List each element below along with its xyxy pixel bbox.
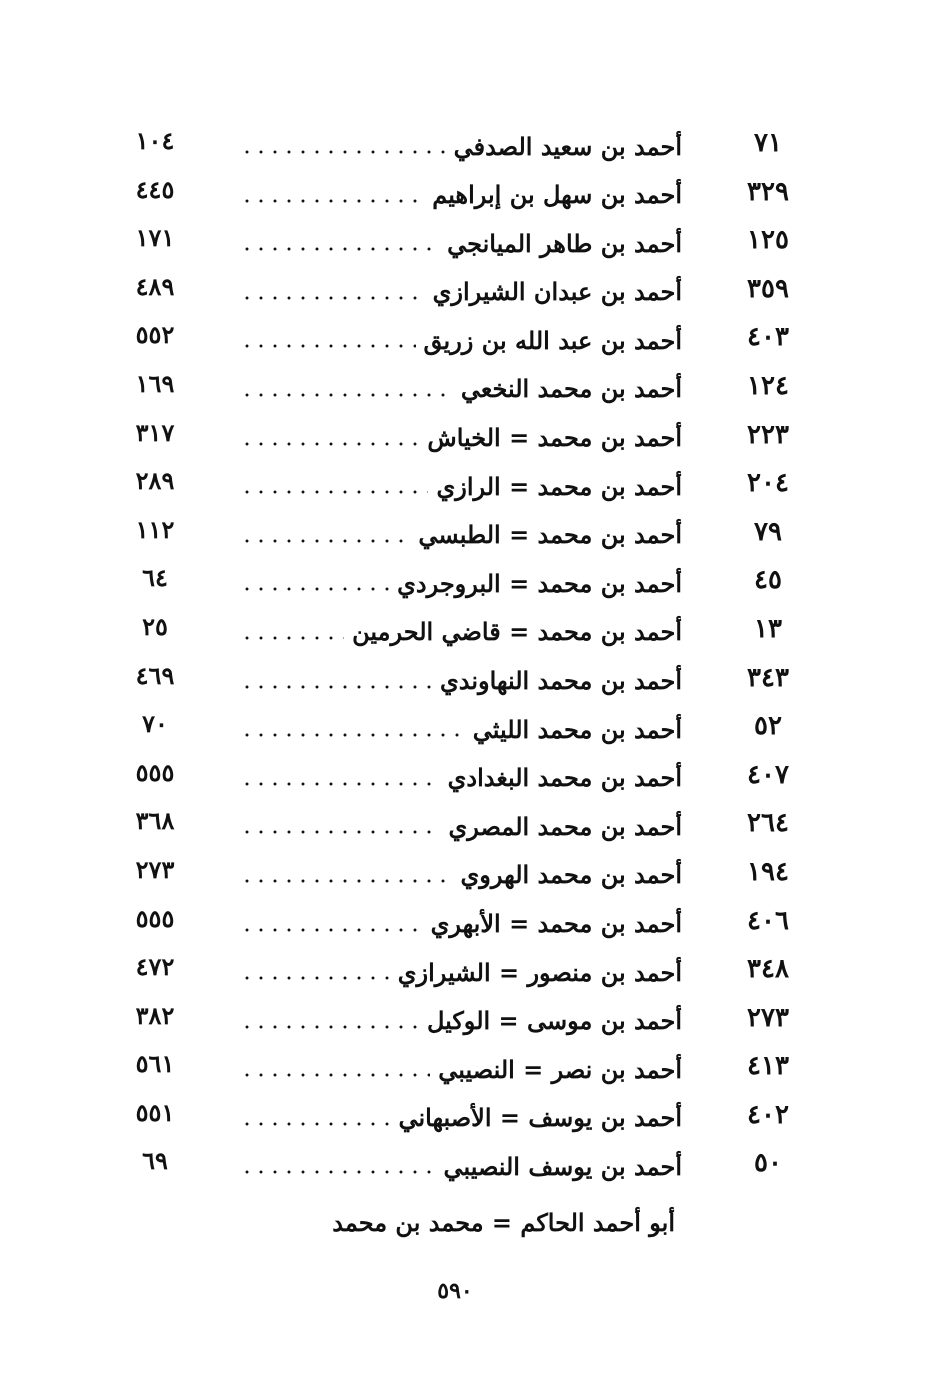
entry-number: ٤٥ [754, 565, 782, 596]
entry-number: ٤٠٣ [747, 322, 789, 353]
dot-leader [240, 685, 432, 689]
index-row [110, 219, 810, 268]
page-reference: ٢٨٩ [135, 466, 175, 496]
dot-leader [240, 1122, 390, 1126]
index-row [110, 900, 810, 949]
entry-number: ٣٤٣ [747, 662, 789, 693]
entry-number: ٤٠٧ [747, 759, 789, 790]
entry-line [240, 371, 682, 407]
index-row [110, 365, 810, 414]
page-reference: ٥٥١ [135, 1097, 175, 1127]
page-number: ٥٩٠ [437, 1278, 473, 1304]
entry-line [240, 1148, 682, 1184]
entry-number: ٢٠٤ [747, 468, 789, 499]
entry-number: ٣٤٨ [747, 954, 789, 985]
entry-line [240, 614, 682, 650]
entry-name: أحمد بن موسى = الوكيل [426, 1006, 682, 1036]
page-reference: ٥٦١ [135, 1049, 175, 1079]
entry-name: أحمد بن عبدان الشيرازي [432, 277, 682, 307]
entry-name: أحمد بن يوسف = الأصبهاني [398, 1103, 682, 1133]
index-row [110, 268, 810, 317]
entry-line [240, 128, 682, 164]
entry-line [240, 857, 682, 893]
page-reference: ٢٧٣ [135, 854, 175, 884]
entry-name: أحمد بن منصور = الشيرازي [397, 957, 682, 987]
entry-line [240, 322, 682, 358]
page-reference: ٦٤ [142, 563, 168, 593]
entry-line [240, 808, 682, 844]
entry-number: ٢٦٤ [747, 808, 789, 839]
index-list [110, 122, 810, 1191]
entry-line [240, 177, 682, 213]
index-row [110, 997, 810, 1046]
dot-leader [240, 1170, 435, 1174]
entry-line [240, 1003, 682, 1039]
index-row [110, 851, 810, 900]
dot-leader [240, 636, 344, 640]
page-reference: ٥٥٢ [135, 320, 175, 350]
page-reference: ٤٤٥ [135, 174, 175, 204]
entry-number: ٣٢٩ [747, 176, 789, 207]
index-row [110, 705, 810, 754]
index-row [110, 462, 810, 511]
index-row [110, 657, 810, 706]
index-row [110, 511, 810, 560]
dot-leader [240, 442, 419, 446]
entry-number: ١٢٤ [747, 370, 789, 401]
index-row [110, 608, 810, 657]
entry-name: أحمد بن يوسف النصيبي [443, 1151, 682, 1181]
dot-leader [240, 539, 410, 543]
page-reference: ٤٧٢ [135, 952, 175, 982]
entry-name: أحمد بن محمد = قاضي الحرمين [352, 617, 682, 647]
entry-number: ٢٢٣ [747, 419, 789, 450]
dot-leader [240, 490, 428, 494]
entry-line [240, 565, 682, 601]
entry-name: أحمد بن عبد الله بن زريق [423, 325, 682, 355]
index-row [110, 171, 810, 220]
index-row [110, 559, 810, 608]
entry-number: ٤١٣ [747, 1051, 789, 1082]
entry-line [240, 225, 682, 261]
entry-line [240, 906, 682, 942]
index-row [110, 316, 810, 365]
page-reference: ٣٦٨ [135, 806, 175, 836]
entry-name: أحمد بن محمد النهاوندي [439, 666, 682, 696]
entry-number: ٥٠ [754, 1148, 782, 1179]
entry-name: أحمد بن نصر = النصيبي [438, 1054, 682, 1084]
dot-leader [240, 830, 440, 834]
entry-name: أحمد بن محمد المصري [448, 811, 682, 841]
entry-number: ٤٠٢ [747, 1099, 789, 1130]
index-row [110, 1142, 810, 1191]
entry-name: أحمد بن طاهر الميانجي [447, 228, 682, 258]
index-row [110, 948, 810, 997]
entry-name: أحمد بن محمد النخعي [460, 374, 682, 404]
entry-name: أحمد بن محمد = الخياش [427, 423, 682, 453]
page-reference: ٣١٧ [135, 417, 175, 447]
entry-line [240, 517, 682, 553]
entry-number: ٧١ [754, 128, 782, 158]
entry-name: أحمد بن محمد = الرازي [436, 471, 682, 501]
index-row [110, 122, 810, 171]
dot-leader [240, 928, 423, 932]
page-reference: ١١٢ [135, 514, 175, 544]
dot-leader [240, 393, 453, 397]
entry-number: ٢٧٣ [747, 1002, 789, 1033]
dot-leader [240, 344, 416, 348]
entry-number: ٥٢ [754, 711, 782, 742]
entry-name: أحمد بن محمد = البروجردي [397, 568, 682, 598]
page-reference: ١٦٩ [135, 368, 175, 398]
page-reference: ٥٥٥ [135, 757, 175, 787]
entry-number: ١٩٤ [747, 856, 789, 887]
dot-leader [240, 199, 424, 203]
page-reference: ٦٩ [142, 1146, 168, 1176]
page-reference: ٧٠ [142, 709, 168, 739]
page-reference: ٥٥٥ [135, 903, 175, 933]
entry-name: أحمد بن محمد الهروي [460, 860, 682, 890]
entry-name: أحمد بن محمد البغدادي [447, 763, 682, 793]
entry-line [240, 420, 682, 456]
entry-number: ١٢٥ [747, 225, 789, 256]
page-reference: ٤٦٩ [135, 660, 175, 690]
dot-leader [240, 976, 390, 980]
dot-leader [240, 1025, 419, 1029]
entry-line [240, 760, 682, 796]
index-row [110, 802, 810, 851]
entry-line [240, 1051, 682, 1087]
dot-leader [240, 1073, 430, 1077]
page-reference: ٢٥ [142, 611, 168, 641]
dot-leader [240, 296, 425, 300]
page-reference: ٤٨٩ [135, 271, 175, 301]
entry-line [240, 663, 682, 699]
entry-number: ٤٠٦ [747, 905, 789, 936]
entry-line [240, 1100, 682, 1136]
entry-name: أحمد بن محمد = الطبسي [418, 520, 682, 550]
entry-name: أحمد بن محمد الليثي [472, 714, 682, 744]
entry-line [240, 468, 682, 504]
entry-line [240, 711, 682, 747]
dot-leader [240, 782, 440, 786]
entry-line [240, 954, 682, 990]
entry-name: أحمد بن محمد = الأبهري [430, 909, 682, 938]
index-row [110, 414, 810, 463]
page-reference: ١٠٤ [135, 126, 175, 155]
cross-reference: أبو أحمد الحاكم = محمد بن محمد [332, 1208, 675, 1237]
dot-leader [240, 879, 453, 883]
index-row [110, 1094, 810, 1143]
entry-name: أحمد بن سهل بن إبراهيم [432, 180, 682, 210]
index-row [110, 1045, 810, 1094]
dot-leader [240, 150, 446, 154]
dot-leader [240, 733, 465, 737]
entry-number: ٧٩ [754, 516, 782, 547]
entry-line [240, 274, 682, 310]
entry-name: أحمد بن سعيد الصدفي [453, 131, 682, 161]
index-row [110, 754, 810, 803]
dot-leader [240, 247, 439, 251]
entry-number: ١٣ [754, 613, 782, 644]
entry-number: ٣٥٩ [747, 273, 789, 304]
page-reference: ١٧١ [135, 223, 175, 253]
page-reference: ٣٨٢ [135, 1000, 175, 1030]
dot-leader [240, 587, 389, 591]
